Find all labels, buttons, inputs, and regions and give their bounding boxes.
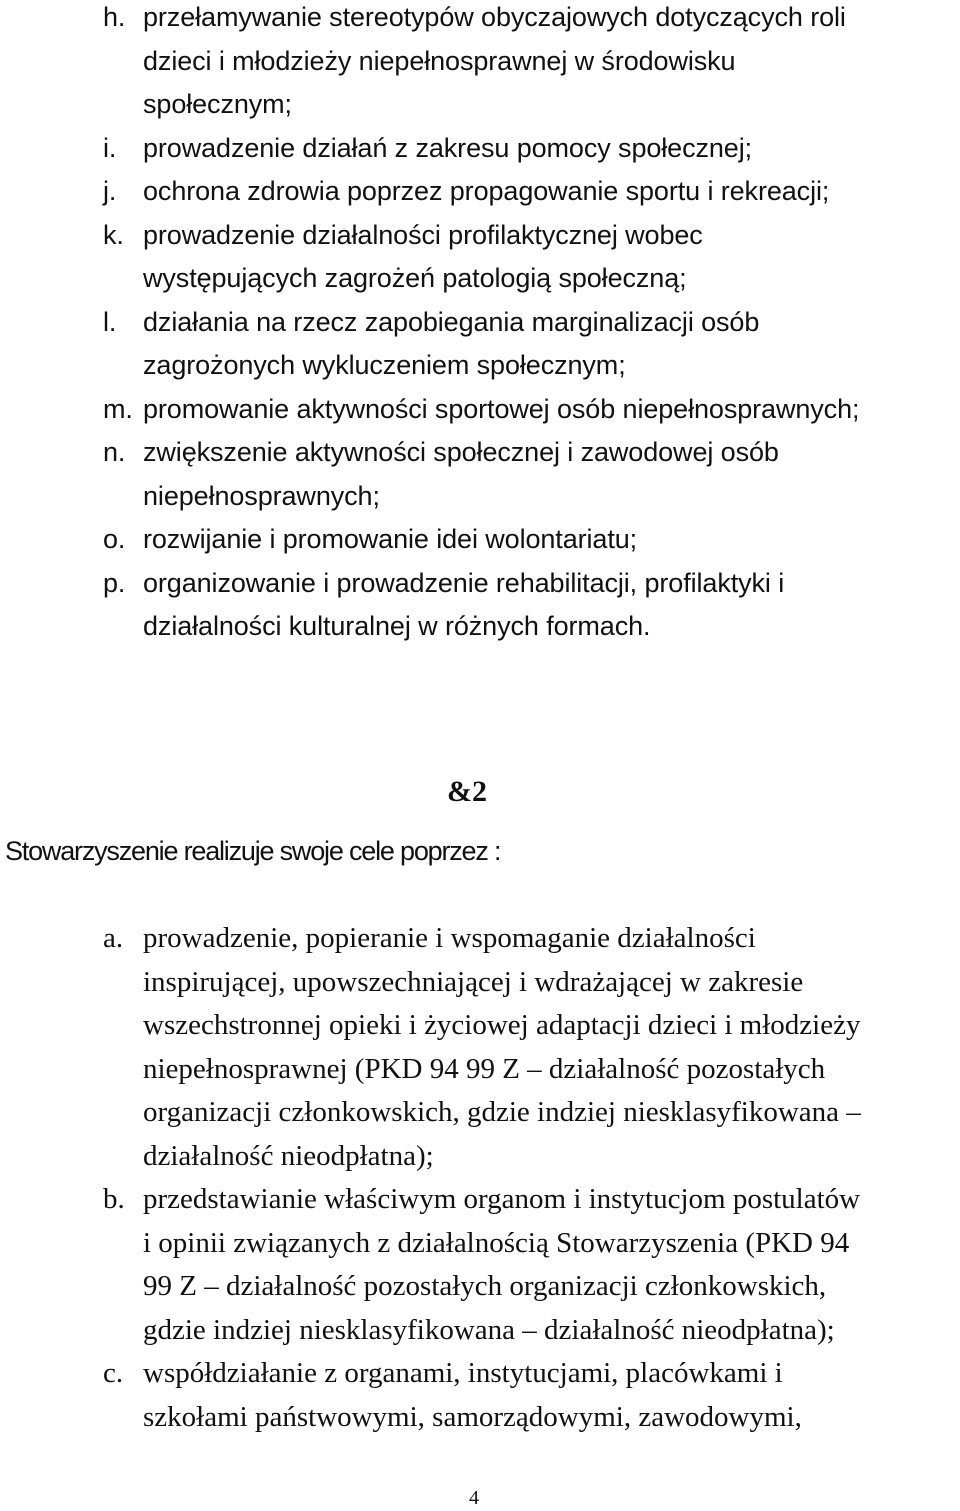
list-item-label: o. — [103, 524, 126, 554]
list-item-label: j. — [103, 176, 117, 206]
list-item-text: 99 Z – działalność pozostałych organizacji członkowskich, — [143, 1270, 827, 1302]
list-item-text: zwiększenie aktywności społecznej i zawodowej osób — [143, 437, 779, 467]
list-item — [103, 518, 953, 562]
list-item-text: prowadzenie, popieranie i wspomaganie działalności — [143, 922, 756, 954]
list-item — [103, 301, 953, 388]
list-item-label: b. — [103, 1183, 125, 1215]
list-item — [103, 0, 953, 127]
list-item-text: promowanie aktywności sportowej osób niepełnosprawnych; — [143, 393, 860, 424]
list-item-text: organizacji członkowskich, gdzie indziej niesklasyfikowana – — [143, 1096, 861, 1128]
list-item-text: prowadzenie działań z zakresu pomocy społecznej; — [143, 132, 753, 163]
list-item-label: p. — [103, 567, 126, 598]
list-item-text: inspirującej, upowszechniającej i wdrażającej w zakresie — [143, 965, 804, 998]
list-item-text: działania na rzecz zapobiegania marginalizacji osób — [143, 306, 760, 337]
list-item-text: zagrożonych wykluczeniem społecznym; — [143, 350, 626, 380]
list-item — [103, 214, 953, 301]
section-intro: Stowarzyszenie realizuje swoje cele poprzez : — [5, 836, 501, 866]
list-item-text: przedstawianie właściwym organom i instytucjom postulatów — [143, 1183, 861, 1215]
list-item-text: występujących zagrożeń patologią społeczną; — [143, 263, 687, 293]
list-item-text: niepełnosprawnych; — [143, 480, 380, 511]
list-item — [103, 431, 953, 518]
list-item-label: a. — [103, 922, 124, 954]
page-number: 4 — [469, 1487, 479, 1509]
list-item — [103, 170, 953, 214]
list-item-text: gdzie indziej niesklasyfikowana – działalność nieodpłatna); — [143, 1313, 835, 1346]
list-item-text: niepełnosprawnej (PKD 94 99 Z – działalność pozostałych — [143, 1052, 826, 1085]
list-item-text: prowadzenie działalności profilaktycznej wobec — [143, 219, 703, 250]
list-item — [103, 127, 953, 171]
list-item-text: współdziałanie z organami, instytucjami, placówkami i — [143, 1357, 783, 1389]
list-item-text: organizowanie i prowadzenie rehabilitacji, profilaktyki i — [143, 567, 785, 598]
list-item-text: i opinii związanych z działalnością Stowarzyszenia (PKD 94 — [143, 1226, 850, 1259]
list-item — [103, 917, 953, 1178]
list-item — [103, 1178, 953, 1352]
list-item-label: c. — [103, 1357, 124, 1389]
list-item-label: m. — [103, 393, 133, 424]
list-item-text: dzieci i młodzieży niepełnosprawnej w środowisku — [143, 45, 736, 76]
list-item-text: wszechstronnej opieki i życiowej adaptacji dzieci i młodzieży — [143, 1009, 861, 1041]
list-item-label: l. — [103, 306, 117, 337]
list-item-text: rozwijanie i promowanie idei wolontariatu; — [143, 524, 638, 554]
list-item-label: n. — [103, 437, 126, 467]
list-item-text: ochrona zdrowia poprzez propagowanie sportu i rekreacji; — [143, 176, 830, 206]
list-item-text: działalności kulturalnej w różnych formach. — [143, 611, 651, 641]
list-item-label: i. — [103, 132, 117, 163]
list-item-text: społecznym; — [143, 89, 292, 119]
list-item-text: przełamywanie stereotypów obyczajowych dotyczących roli — [143, 2, 846, 32]
list-item — [103, 562, 953, 649]
list-item-label: h. — [103, 2, 126, 32]
list-item-text: szkołami państwowymi, samorządowymi, zawodowymi, — [143, 1400, 802, 1433]
section-heading: &2 — [447, 775, 487, 808]
list-item-text: działalność nieodpłatna); — [143, 1139, 434, 1172]
list-item — [103, 388, 953, 432]
list-item — [103, 1352, 953, 1439]
list-item-label: k. — [103, 219, 124, 250]
